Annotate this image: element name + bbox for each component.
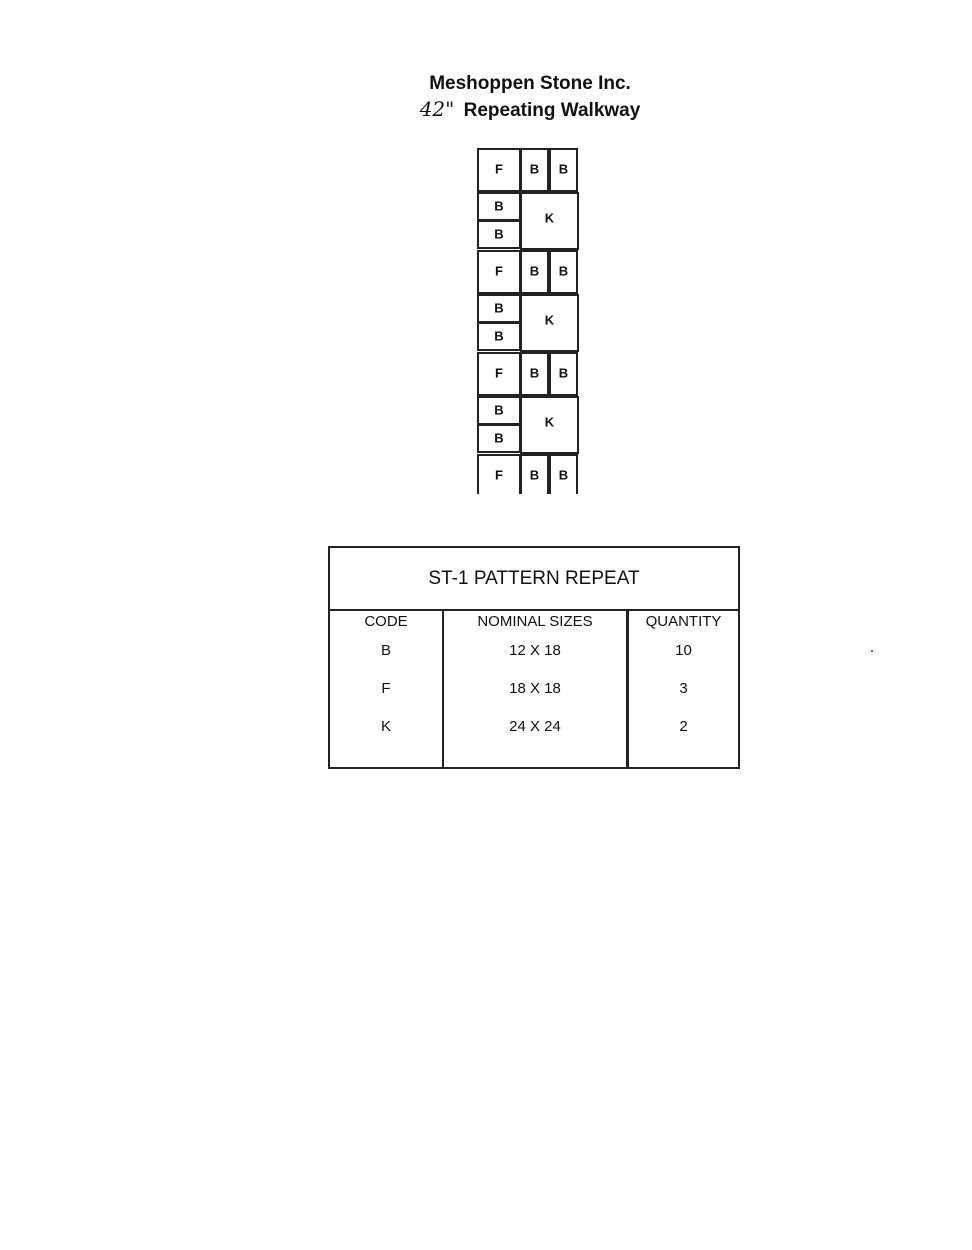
legend-title: ST-1 PATTERN REPEAT (328, 546, 740, 611)
subtitle-text: Repeating Walkway (463, 100, 641, 121)
size-column (444, 611, 629, 767)
stone-label: K (544, 312, 555, 328)
legend-body (328, 611, 740, 769)
stone-label: B (558, 161, 569, 177)
title-block (380, 72, 680, 123)
code-cell: F (381, 680, 391, 697)
scan-speck (871, 650, 873, 652)
stone-label: F (495, 263, 503, 279)
quantity-cell: 2 (679, 718, 688, 735)
size-cell: 12 X 18 (509, 642, 561, 659)
stone-label: F (495, 365, 503, 381)
code-cell: K (380, 718, 391, 735)
stone-label: B (558, 467, 569, 483)
code-cell: B (380, 642, 391, 659)
stone-label: B (494, 328, 504, 344)
stone-label: B (558, 263, 569, 279)
walkway-subtitle (380, 97, 680, 123)
stone-label: B (558, 365, 569, 381)
stone-label: B (494, 300, 504, 316)
quantity-column (629, 611, 738, 767)
stone-label: B (494, 402, 504, 418)
pattern-svg (476, 148, 582, 494)
code-column (330, 611, 444, 767)
quantity-header: QUANTITY (645, 613, 722, 630)
size-cell: 24 X 24 (509, 718, 561, 735)
stone-label: B (529, 161, 540, 177)
code-header: CODE (364, 613, 408, 630)
walkway-pattern-diagram (476, 148, 582, 499)
stone-label: B (494, 226, 504, 242)
handwritten-width: 42" (419, 97, 455, 121)
company-name: Meshoppen Stone Inc. (429, 73, 631, 94)
stone-label: B (494, 198, 504, 214)
stone-label: K (544, 210, 555, 226)
size-header: NOMINAL SIZES (477, 613, 593, 630)
stone-label: F (495, 467, 503, 483)
quantity-cell: 10 (675, 642, 692, 659)
stone-label: B (494, 430, 504, 446)
stone-label: F (495, 161, 503, 177)
stone-label: B (529, 365, 540, 381)
stone-label: K (544, 414, 555, 430)
quantity-cell: 3 (679, 680, 688, 697)
stone-label: B (529, 263, 540, 279)
stone-label: B (529, 467, 540, 483)
size-cell: 18 X 18 (509, 680, 561, 697)
pattern-legend-table (328, 546, 740, 769)
